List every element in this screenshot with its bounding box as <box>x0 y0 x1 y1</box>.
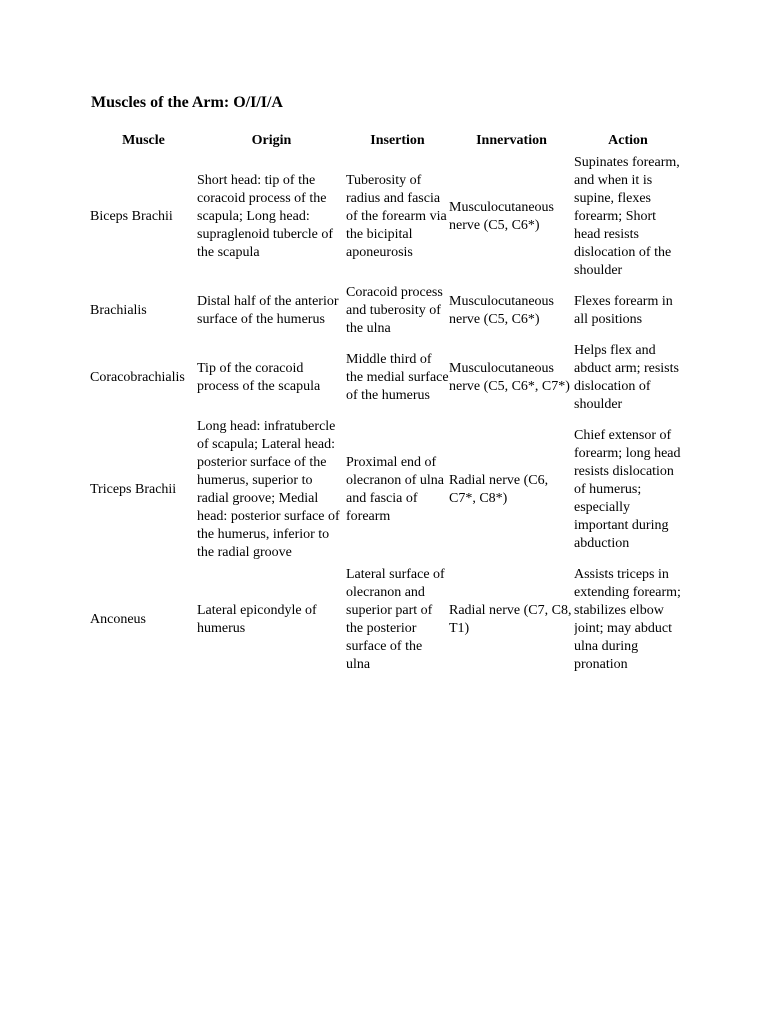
table-row <box>90 564 682 676</box>
cell-origin: Short head: tip of the coracoid process of the scapula; Long head: supraglenoid tubercle of the scapula <box>197 173 334 260</box>
cell-insertion: Middle third of the medial surface of the humerus <box>346 352 449 403</box>
cell-origin: Long head: infratubercle of scapula; Lateral head: posterior surface of the humerus, superior to radial groove; Medial head: posterior surface of the humerus, inferior to the radial groove <box>197 419 340 560</box>
cell-muscle: Anconeus <box>90 612 146 627</box>
cell-insertion: Tuberosity of radius and fascia of the forearm via the bicipital aponeurosis <box>346 173 447 260</box>
header-origin: Origin <box>251 133 292 148</box>
table-row <box>90 340 682 416</box>
table-header-row <box>90 130 682 152</box>
document-title: Muscles of the Arm: O/I/I/A <box>91 94 283 111</box>
cell-insertion: Proximal end of olecranon of ulna and fascia of forearm <box>346 455 444 524</box>
table-row <box>90 152 682 282</box>
cell-origin: Tip of the coracoid process of the scapula <box>197 361 321 394</box>
cell-muscle: Triceps Brachii <box>90 482 177 497</box>
cell-action: Flexes forearm in all positions <box>574 294 673 327</box>
cell-action: Assists triceps in extending forearm; stabilizes elbow joint; may abduct ulna during pronation <box>574 567 681 672</box>
cell-action: Chief extensor of forearm; long head resists dislocation of humerus; especially important during abduction <box>574 428 681 551</box>
cell-innervation: Musculocutaneous nerve (C5, C6*) <box>449 200 554 233</box>
cell-muscle: Brachialis <box>90 303 147 318</box>
header-muscle: Muscle <box>122 133 165 148</box>
cell-action: Supinates forearm, and when it is supine, flexes forearm; Short head resists dislocation of the shoulder <box>574 155 680 278</box>
cell-innervation: Musculocutaneous nerve (C5, C6*) <box>449 294 554 327</box>
cell-innervation: Radial nerve (C7, C8, T1) <box>449 603 572 636</box>
cell-innervation: Musculocutaneous nerve (C5, C6*, C7*) <box>449 361 570 394</box>
header-action: Action <box>608 133 648 148</box>
cell-muscle: Biceps Brachii <box>90 209 173 224</box>
header-insertion: Insertion <box>370 133 425 148</box>
cell-muscle: Coracobrachialis <box>90 370 185 385</box>
muscle-table <box>90 130 682 676</box>
table-row <box>90 282 682 340</box>
header-innervation: Innervation <box>476 133 547 148</box>
table-row <box>90 416 682 564</box>
cell-insertion: Lateral surface of olecranon and superior part of the posterior surface of the ulna <box>346 567 445 672</box>
cell-insertion: Coracoid process and tuberosity of the ulna <box>346 285 443 336</box>
cell-origin: Lateral epicondyle of humerus <box>197 603 317 636</box>
cell-innervation: Radial nerve (C6, C7*, C8*) <box>449 473 549 506</box>
cell-action: Helps flex and abduct arm; resists dislocation of shoulder <box>574 343 679 412</box>
cell-origin: Distal half of the anterior surface of the humerus <box>197 294 339 327</box>
